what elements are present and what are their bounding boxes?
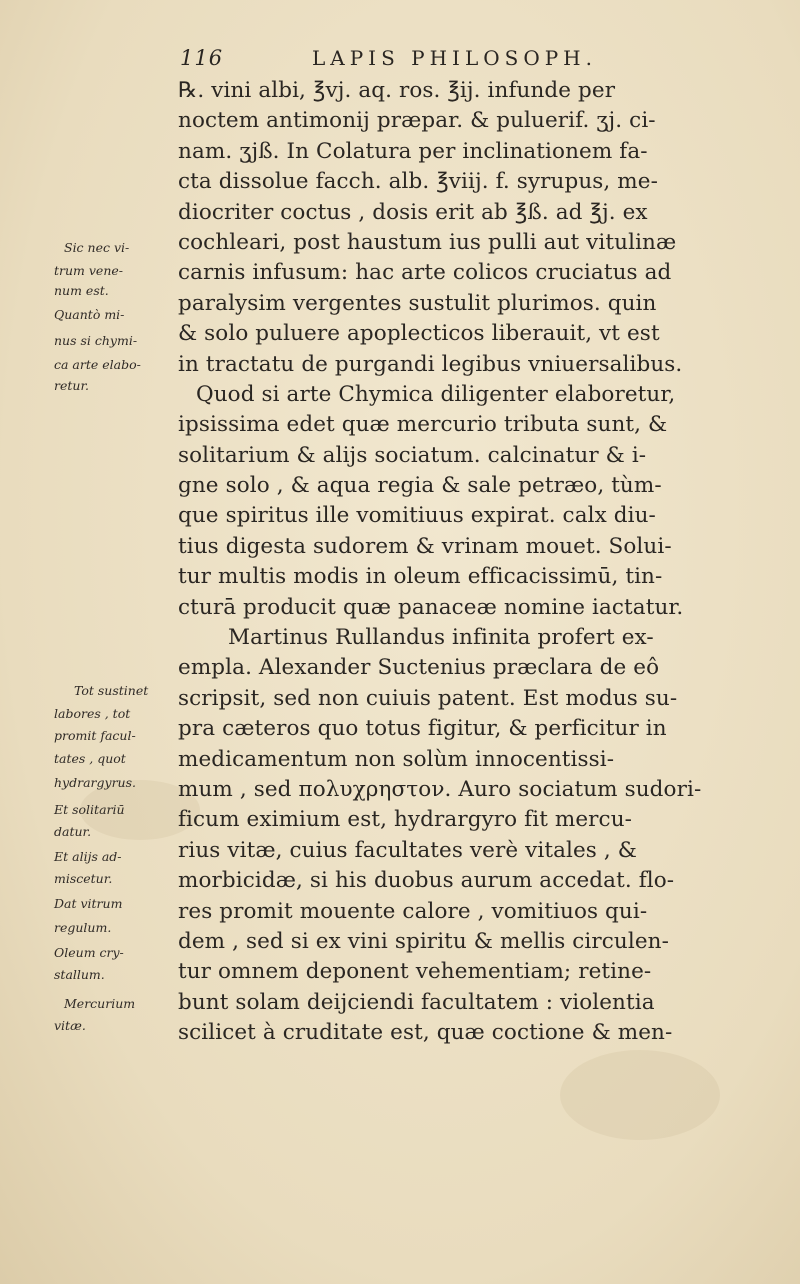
text-line: mum , sed πολυχρηστον. Auro sociatum sudori-: [178, 776, 702, 802]
margin-note: Et solitariū: [54, 802, 125, 817]
margin-note: vitæ.: [54, 1018, 86, 1033]
text-line: cochleari, post haustum ius pulli aut vitulinæ: [178, 229, 677, 255]
text-line: morbicidæ, si his duobus aurum accedat. flo-: [178, 868, 675, 894]
page-number: 116: [180, 46, 224, 70]
paper-stain: [560, 1050, 720, 1140]
margin-note: Quantò mi-: [54, 307, 125, 322]
text-line: medicamentum non solùm innocentissi-: [178, 746, 615, 772]
margin-note: labores , tot: [54, 706, 131, 721]
margin-note: hydrargyrus.: [54, 775, 136, 790]
margin-note: Mercurium: [64, 996, 136, 1011]
margin-note: Oleum cry-: [54, 945, 124, 960]
margin-note: miscetur.: [54, 871, 113, 886]
running-head: [180, 44, 740, 78]
text-line: gne solo , & aqua regia & sale petræo, tùm-: [178, 473, 662, 499]
text-line: cturā producit quæ panaceæ nomine iactatur.: [178, 594, 684, 620]
margin-note: retur.: [54, 378, 90, 393]
text-line: & solo puluere apoplecticos liberauit, vt est: [178, 321, 660, 347]
margin-note: tates , quot: [54, 751, 126, 766]
text-line: scripsit, sed non cuiuis patent. Est modus su-: [178, 685, 678, 711]
text-line: noctem antimonij præpar. & puluerif. ʒj. ci-: [178, 108, 656, 134]
text-line: ℞. vini albi, ℥vj. aq. ros. ℥ij. infunde per: [178, 78, 616, 103]
margin-note: stallum.: [54, 967, 105, 982]
text-line: ipsissima edet quæ mercurio tributa sunt, &: [178, 412, 668, 438]
text-line: Martinus Rullandus infinita profert ex-: [228, 625, 654, 651]
text-line: diocriter coctus , dosis erit ab ℥ß. ad ℥j. ex: [178, 199, 648, 225]
text-line: tur multis modis in oleum efficacissimū, tin-: [178, 564, 663, 590]
margin-note: datur.: [54, 824, 92, 839]
text-line: pra cæteros quo totus figitur, & perficitur in: [178, 716, 667, 742]
text-line: rius vitæ, cuius facultates verè vitales , &: [178, 837, 637, 863]
margin-note: Dat vitrum: [54, 896, 123, 911]
text-line: carnis infusum: hac arte colicos cruciatus ad: [178, 260, 672, 286]
margin-note: Et alijs ad-: [54, 849, 122, 864]
margin-note: Tot sustinet: [74, 683, 149, 698]
text-line: nam. ʒjß. In Colatura per inclinationem fa-: [178, 138, 648, 164]
text-line: paralysim vergentes sustulit plurimos. quin: [178, 290, 657, 316]
text-line: tur omnem deponent vehementiam; retine-: [178, 959, 652, 985]
text-line: dem , sed si ex vini spiritu & mellis circulen-: [178, 928, 669, 954]
running-title: LAPIS PHILOSOPH.: [312, 46, 597, 70]
text-line: tius digesta sudorem & vrinam mouet. Solui-: [178, 533, 672, 559]
text-line: scilicet à cruditate est, quæ coctione & men-: [178, 1020, 673, 1046]
margin-note: regulum.: [54, 920, 112, 935]
text-line: res promit mouente calore , vomitiuos qui-: [178, 898, 648, 924]
margin-note: promit facul-: [54, 728, 136, 743]
text-line: Quod si arte Chymica diligenter elaboretur,: [196, 381, 676, 407]
margin-note: Sic nec vi-: [64, 240, 130, 255]
text-line: empla. Alexander Suctenius præclara de eô: [178, 655, 660, 681]
text-line: bunt solam deijciendi facultatem : violentia: [178, 989, 655, 1015]
main-text-block: [178, 76, 740, 1049]
text-line: cta dissolue facch. alb. ℥viij. f. syrupus, me-: [178, 169, 658, 195]
text-line: ficum eximium est, hydrargyro fit mercu-: [178, 807, 633, 833]
text-line: que spiritus ille vomitiuus expirat. calx diu-: [178, 503, 656, 529]
margin-note: trum vene-: [54, 263, 124, 278]
margin-note: ca arte elabo-: [54, 357, 141, 372]
text-line: in tractatu de purgandi legibus vniuersalibus.: [178, 351, 683, 377]
margin-note: num est.: [54, 283, 109, 298]
margin-note: nus si chymi-: [54, 333, 138, 348]
text-line: solitarium & alijs sociatum. calcinatur & i-: [178, 442, 647, 468]
